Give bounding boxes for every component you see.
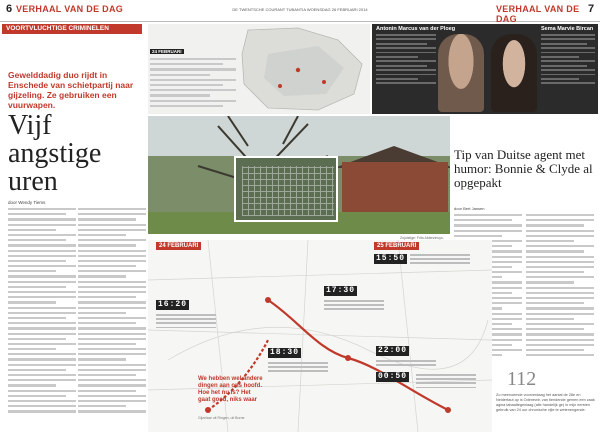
map-marker <box>278 84 282 88</box>
side-text-column-2 <box>526 214 594 364</box>
route-point <box>205 407 211 413</box>
section-bar: VOORTVLUCHTIGE CRIMINELEN <box>2 24 142 34</box>
scene-photo <box>148 116 450 234</box>
suspect-photo-female <box>491 34 537 112</box>
main-headline: Vijf angstige uren <box>8 110 102 197</box>
stat-caption: Zo meenoemde voorverdaag het aantal de 28e en Neldertaut op is Odenewlr, van tiendende gemen een zaak agina tabaaltegenlaag (alle handelijk ge) in mijn eersten gebruik van 24 uur chronische vijle te wetenengende. <box>496 393 595 412</box>
time-1830: 18:30 <box>270 348 300 357</box>
page-header <box>0 0 600 22</box>
left-section-kicker: VERHAAL VAN DE DAG <box>16 4 124 14</box>
photo-caption: Zojuistige: Frits Aldennhuys, <box>400 236 444 240</box>
time-1730: 17:30 <box>326 286 356 295</box>
profile-left-name: Antonin Marcus van der Ploeg <box>376 26 456 32</box>
profile-left <box>372 24 485 114</box>
pull-quote: We hebben wel andere dingen aan ons hoofd. Hoe het nu is? Het gaat goed, niks waar <box>198 376 263 403</box>
body-text-column-2 <box>78 208 146 430</box>
date-label-24: 24 FEBRUARI <box>156 242 201 250</box>
profile-right-text <box>541 34 595 87</box>
time-1550: 15:50 <box>376 254 406 263</box>
map-marker <box>296 68 300 72</box>
time-2200: 22:00 <box>378 346 408 355</box>
route-point <box>445 407 451 413</box>
time-1620: 16:20 <box>158 300 188 309</box>
side-byline: door Bert Jansen <box>454 206 485 211</box>
map-marker <box>322 80 326 84</box>
left-page-number: 6 <box>6 3 13 15</box>
right-section-kicker: VERHAAL VAN DE DAG <box>496 4 580 24</box>
body-text-column-1 <box>8 208 76 430</box>
side-headline: Tip van Duitse agent met humor: Bonnie & Clyde al opgepakt <box>454 147 593 190</box>
profile-right-name: Sema Marvie Bircan <box>541 26 594 32</box>
pull-quote-attribution: Gijzelaar uit Ringen, uit Borne <box>198 416 245 420</box>
lead-paragraph: Gewelddadig duo rijdt in Enschede van schietpartij naar gijzeling. Ze gebruiken een vuurwapen. <box>8 70 134 110</box>
date-label-25: 25 FEBRUARI <box>374 242 419 250</box>
suspect-photo-male <box>438 34 484 112</box>
inset-photo-cage <box>234 156 338 222</box>
right-page-number: 7 <box>588 3 595 15</box>
time-0050: 00:50 <box>378 372 408 381</box>
route-point <box>345 355 351 361</box>
profile-right <box>485 24 598 114</box>
profile-left-text <box>376 34 436 87</box>
map-legend-title: 24 FEBRUARI <box>152 49 182 54</box>
paper-info-line: DE TWENTSCHE COURANT TUBANTIA WOENSDAG 26 FEBRUARI 2014 <box>232 7 368 12</box>
map-legend <box>150 40 240 108</box>
suspect-profiles <box>372 24 598 114</box>
byline: door Wendy Tiems <box>8 200 46 205</box>
farmhouse <box>342 162 448 218</box>
route-point <box>265 297 271 303</box>
stat-number: 112 <box>507 368 537 390</box>
